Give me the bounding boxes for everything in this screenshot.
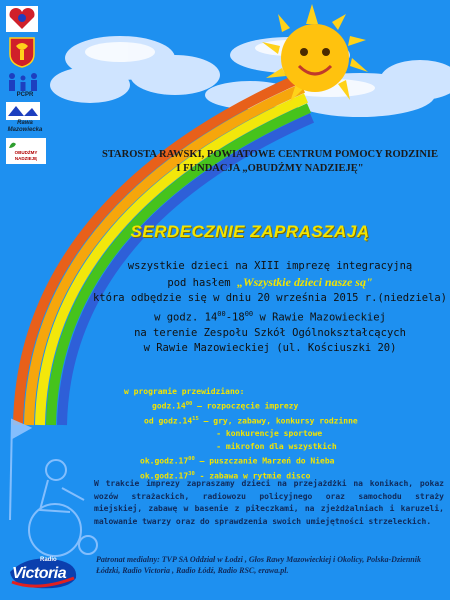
program-item-sup: 30 <box>188 470 195 477</box>
program-item-time: godz.14 <box>152 401 186 411</box>
program-item-time: ok.godz.17 <box>140 456 189 466</box>
radio-label: Radio <box>40 557 57 563</box>
program-list <box>124 385 424 483</box>
time-mid: -18 <box>225 311 245 323</box>
event-motto: „Wszystkie dzieci nasze są" <box>236 274 373 289</box>
pcpr-logo <box>6 72 44 99</box>
fundacja-logo <box>6 138 46 164</box>
program-item <box>124 453 424 468</box>
invite-line-3: która odbędzie się w dniu 20 września 2015 r.(niedziela) <box>92 292 447 304</box>
organizers-line-2: I FUNDACJA „OBUDŹMY NADZIEJĘ" <box>176 163 364 174</box>
invitation-heading: SERDECZNIE ZAPRASZAJĄ <box>130 222 370 241</box>
program-item-sup: 00 <box>188 456 195 463</box>
program-item-text: - zabawa w rytmie disco <box>194 471 311 481</box>
invite-line-6: w Rawie Mazowieckiej (ul. Kościuszki 20) <box>143 342 397 354</box>
program-item <box>124 427 424 440</box>
program-item-indent <box>144 429 216 438</box>
logos-column <box>6 6 44 164</box>
attractions-paragraph: W trakcie imprezy zapraszamy dzieci na przejażdżki na konikach, pokaz wozów strażackich, radiowozu policyjnego oraz samochodu straży miejskiej, zabawę w basenie z piłeczkami, na zjeżdżalniach i karuzeli, malowanie twarzy oraz do sprawdzenia swoich umiejętności strzeleckich. <box>94 479 444 526</box>
program-item <box>124 413 424 428</box>
radio-name: Victoria <box>12 565 67 582</box>
rawa-logo <box>6 102 44 134</box>
fundacja-label: OBUDŹMY NADZIEJĘ <box>14 150 38 161</box>
rawa-mazowiecka-logo-icon <box>6 102 40 120</box>
program-item-sup: 00 <box>185 401 193 407</box>
program-item-time: od godz.14 <box>144 416 193 426</box>
time-start-sup: 00 <box>217 309 226 318</box>
program-item-text: – rozpoczęcie imprezy <box>192 401 299 411</box>
program-item-text: - mikrofon dla wszystkich <box>216 442 337 452</box>
program-item-text: – gry, zabawy, konkursy rodzinne <box>198 416 358 426</box>
invite-line-5: na terenie Zespołu Szkół Ogólnokształcących <box>134 326 406 339</box>
invite-line-2-prefix: pod hasłem <box>167 276 237 289</box>
program-item <box>124 440 424 453</box>
organizers-line-1: STAROSTA RAWSKI, POWIATOWE CENTRUM POMOCY RODZINIE <box>101 149 439 160</box>
program-title: w programie przewidziano: <box>124 387 245 396</box>
media-patrons: Patronat medialny: TVP SA Oddział w Łodzi , Głos Rawy Mazowieckiej i Okolicy, Polska-Dziennik Łódzki, Radio Victoria , Radio Łódź, Radio RSC, erawa.pl. <box>96 555 421 575</box>
disability-heart-logo-icon <box>6 6 38 32</box>
program-item <box>124 398 424 413</box>
time-suffix: w Rawie Mazowieckiej <box>253 311 386 323</box>
pcpr-label: PCPR <box>16 92 34 98</box>
rawa-label: Rawa Mazowiecka <box>7 120 43 133</box>
invite-time-line <box>90 307 450 326</box>
invite-line-1: wszystkie dzieci na XIII imprezę integracyjną <box>127 260 413 272</box>
program-item-sup: 15 <box>192 415 199 422</box>
program-item-text: – puszczanie Marzeń do Nieba <box>194 456 335 466</box>
organizers <box>90 148 450 176</box>
program-item-time: ok.godz.17 <box>140 471 189 481</box>
invitation-text <box>90 259 450 357</box>
invite-line-2 <box>90 275 450 292</box>
rawa-coat-of-arms-icon <box>6 36 38 68</box>
program-item-indent <box>144 442 216 451</box>
family-pcpr-logo-icon <box>6 72 40 92</box>
program-item-text: - konkurencje sportowe <box>216 429 323 439</box>
time-end-sup: 00 <box>244 309 254 318</box>
obudzmy-nadzieje-logo-icon <box>6 138 46 150</box>
time-prefix: w godz. 14 <box>154 311 218 323</box>
